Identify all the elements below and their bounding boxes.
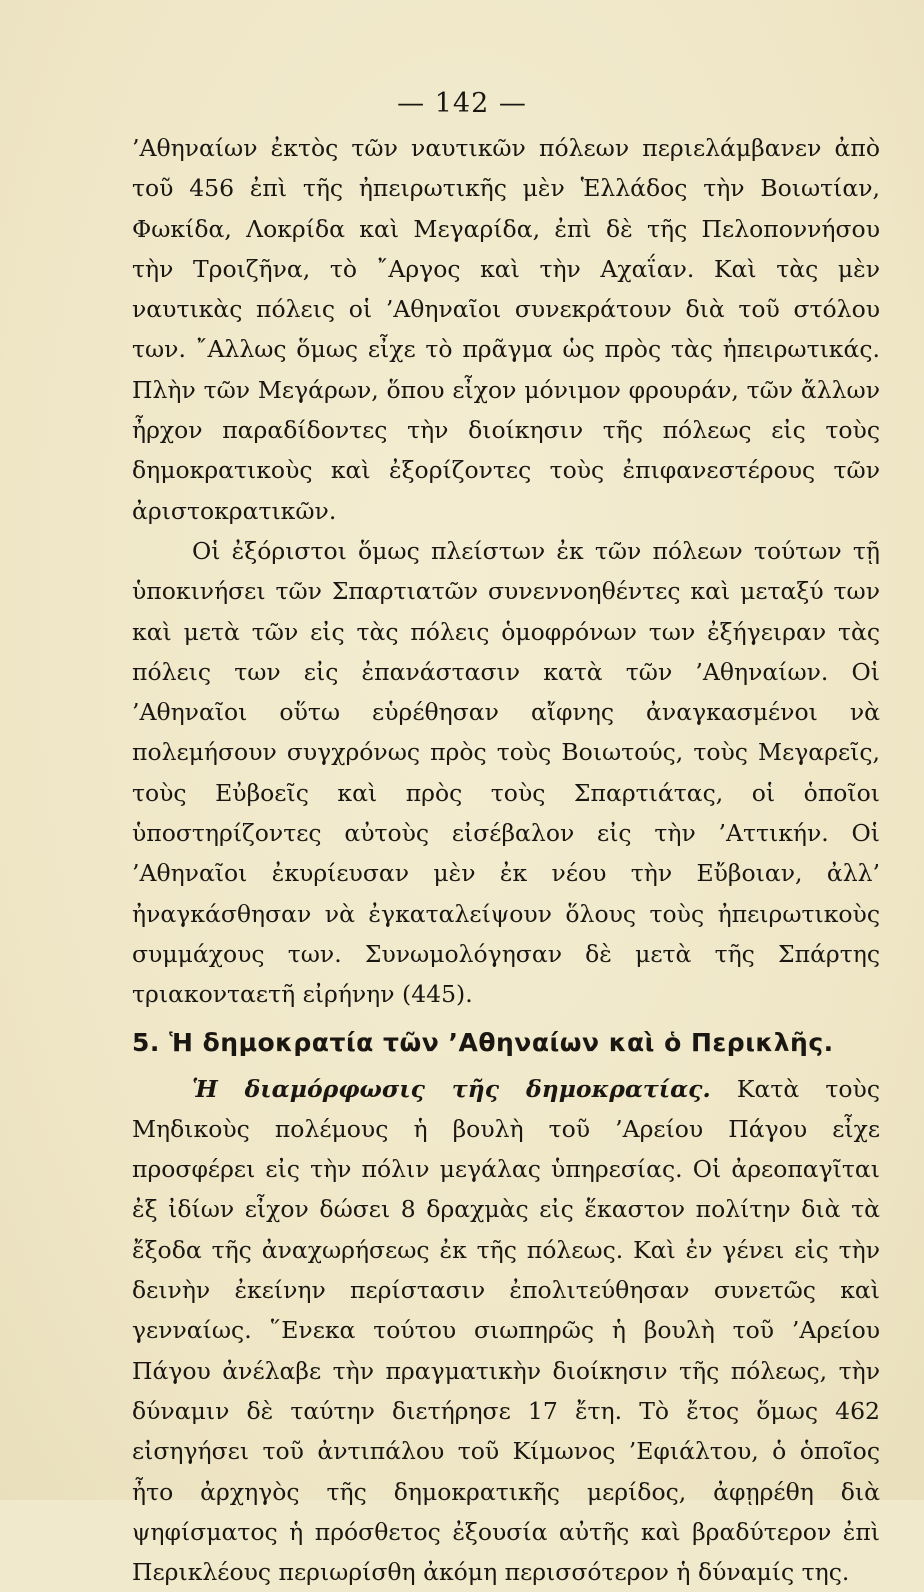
- paragraph-athenian-territory: ’Αθηναίων ἐκτὸς τῶν ναυτικῶν πόλεων περιελάμβανεν ἀπὸ τοῦ 456 ἐπὶ τῆς ἠπειρωτικῆς μὲν Ἑλλάδος τὴν Βοιωτίαν, Φωκίδα, Λοκρίδα καὶ Μεγαρίδα, ἐπὶ δὲ τῆς Πελοποννήσου τὴν Τροιζῆνα, τὸ ῎Αργος καὶ τὴν Αχαΐαν. Καὶ τὰς μὲν ναυτικὰς πόλεις οἱ ’Αθηναῖοι συνεκράτουν διὰ τοῦ στόλου των. ῎Αλλως ὅμως εἶχε τὸ πρᾶγμα ὡς πρὸς τὰς ἠπειρωτικάς. Πλὴν τῶν Μεγάρων, ὅπου εἶχον μόνιμον φρουράν, τῶν ἄλλων ἦρχον παραδίδοντες τὴν διοίκησιν τῆς πόλεως εἰς τοὺς δημοκρατικοὺς καὶ ἐξορίζοντες τοὺς ἐπιφανεστέρους τῶν ἀριστοκρατικῶν.: [132, 134, 880, 525]
- paragraph-democracy-formation: [132, 1069, 880, 1592]
- section-number: 5.: [132, 1027, 160, 1057]
- paragraph-lead-title: Ἡ διαμόρφωσις τῆς δημοκρατίας.: [192, 1074, 711, 1103]
- paragraph-exiles-revolt: Οἱ ἐξόριστοι ὅμως πλείστων ἐκ τῶν πόλεων τούτων τῇ ὑποκινήσει τῶν Σπαρτιατῶν συνεννοηθέντες καὶ μεταξύ των καὶ μετὰ τῶν εἰς τὰς πόλεις ὁμοφρόνων των ἐξήγειραν τὰς πόλεις των εἰς ἐπανάστασιν κατὰ τῶν ’Αθηναίων. Οἱ ’Αθηναῖοι οὕτω εὑρέθησαν αἴφνης ἀναγκασμένοι νὰ πολεμήσουν συγχρόνως πρὸς τοὺς Βοιωτούς, τοὺς Μεγαρεῖς, τοὺς Εὐβοεῖς καὶ πρὸς τοὺς Σπαρτιάτας, οἱ ὁποῖοι ὑποστηρίζοντες αὐτοὺς εἰσέβαλον εἰς τὴν ’Αττικήν. Οἱ ’Αθηναῖοι ἐκυρίευσαν μὲν ἐκ νέου τὴν Εὔβοιαν, ἀλλ’ ἠναγκάσθησαν νὰ ἐγκαταλείψουν ὅλους τοὺς ἠπειρωτικοὺς συμμάχους των. Συνωμολόγησαν δὲ μετὰ τῆς Σπάρτης τριακονταετῆ εἰρήνην (445).: [132, 536, 880, 1009]
- paragraph-democracy-text: Κατὰ τοὺς Μηδικοὺς πολέμους ἡ βουλὴ τοῦ ’Αρείου Πάγου εἶχε προσφέρει εἰς τὴν πόλιν μεγάλας ὑπηρεσίας. Οἱ ἀρεοπαγῖται ἐξ ἰδίων εἶχον δώσει 8 δραχμὰς εἰς ἕκαστον πολίτην διὰ τὰ ἔξοδα τῆς ἀναχωρήσεως ἐκ τῆς πόλεως. Καὶ ἐν γένει εἰς τὴν δεινὴν ἐκείνην περίστασιν ἐπολιτεύθησαν συνετῶς καὶ γενναίως. ῞Ενεκα τούτου σιωπηρῶς ἡ βουλὴ τοῦ ’Αρείου Πάγου ἀνέλαβε τὴν πραγματικὴν διοίκησιν τῆς πόλεως, τὴν δύναμιν δὲ ταύτην διετήρησε 17 ἔτη. Τὸ ἔτος ὅμως 462 εἰσηγήσει τοῦ ἀντιπάλου τοῦ Κίμωνος ’Εφιάλτου, ὁ ὁποῖος ἦτο ἀρχηγὸς τῆς δημοκρατικῆς μερίδος, ἀφῃρέθη διὰ ψηφίσματος ἡ πρόσθετος ἐξουσία αὐτῆς καὶ βραδύτερον ἐπὶ Περικλέους περιωρίσθη ἀκόμη περισσότερον ἡ δύναμίς της.: [132, 1074, 880, 1587]
- section-title: Ἡ δημοκρατία τῶν ’Αθηναίων καὶ ὁ Περικλῆς.: [169, 1027, 834, 1057]
- page-body: [132, 128, 880, 1592]
- section-heading: [132, 1023, 880, 1063]
- page-number: — 142 —: [397, 88, 527, 119]
